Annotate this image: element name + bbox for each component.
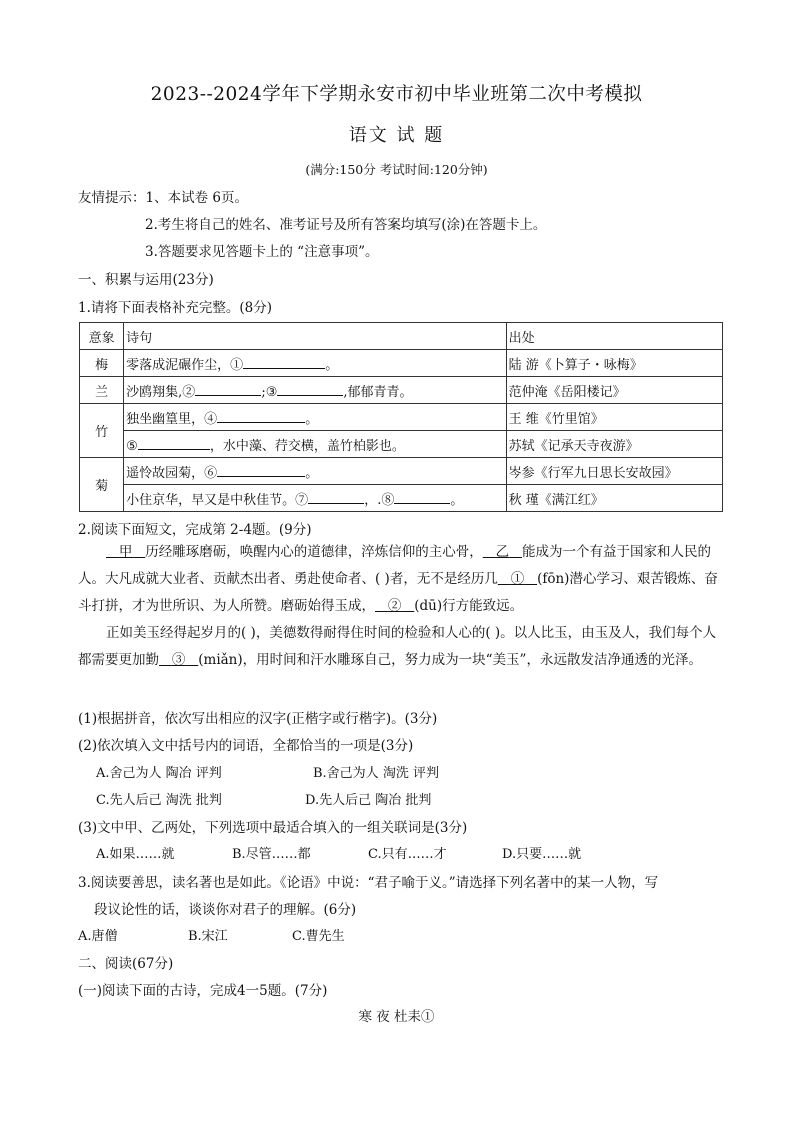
table-row: [80, 377, 723, 404]
row-source: 岑参《行军九日思长安故园》: [506, 458, 722, 485]
header-source: 出处: [506, 323, 722, 350]
table-row: [80, 350, 723, 377]
row-source: 秋 瑾《满江红》: [506, 485, 722, 512]
sub-question-1: (1)根据拼音，依次写出相应的汉字(正楷字或行楷字)。(3分): [78, 711, 438, 727]
answer-blank[interactable]: [243, 355, 325, 369]
tip-line-2: 2.考生将自己的姓名、准考证号及所有答案均填写(涂)在答题卡上。: [145, 217, 547, 233]
option-d: D.先人后己 陶冶 批判: [305, 793, 432, 808]
row-source: 王 维《竹里馆》: [506, 404, 722, 431]
tip-line-3: 3.答题要求见答题卡上的 “注意事项”。: [145, 244, 379, 260]
option-a: A.舍己为人 陶冶 评判: [96, 766, 222, 781]
tip-line-1: 友情提示：1、本试卷 6页。: [78, 190, 248, 206]
section1-heading: 一、积累与运用(23分): [78, 272, 214, 288]
exam-subtitle: 语文 试 题: [348, 125, 445, 146]
header-verse: 诗句: [124, 323, 506, 350]
option-b: B.舍己为人 淘洗 评判: [313, 766, 439, 781]
sub-question-3: (3)文中甲、乙两处，下列选项中最适合填入的一组关联词是(3分): [78, 820, 468, 836]
option-b: B.宋江: [188, 929, 228, 944]
option-d: D.只要……就: [502, 847, 582, 862]
blank-2: ②: [387, 598, 402, 614]
exam-title: 2023--2024学年下学期永安市初中毕业班第二次中考模拟: [150, 84, 643, 105]
row-verse: 独坐幽篁里，④ 。: [124, 404, 506, 431]
score-info: (满分:150分 考试时间:120分钟): [305, 162, 488, 177]
passage-paragraph-2: 正如美玉经得起岁月的( )，美德数得耐得住时间的检验和人心的( )。以人比玉，由玉及人，我们每个人都需要更加勤 ③ (miǎn)，用时间和汗水雕琢自己，努力成为一块“美玉”，永远散发洁净通透的光泽。: [78, 625, 717, 668]
table-header-row: [80, 323, 723, 350]
option-b: B.尽管……都: [232, 847, 311, 862]
option-c: C.曹先生: [292, 929, 345, 944]
answer-blank[interactable]: [217, 409, 305, 423]
table-row: [80, 404, 723, 431]
poetry-table: [79, 322, 723, 512]
option-a: A.唐僧: [78, 929, 118, 944]
question-2-intro: 2.阅读下面短文，完成第 2-4题。(9分): [78, 522, 312, 538]
blank-1: ①: [510, 571, 525, 587]
table-row: [80, 485, 723, 512]
question-1: 1.请将下面表格补充完整。(8分): [78, 300, 273, 316]
section2-sub: (一)阅读下面的古诗，完成4一5题。(7分): [78, 983, 328, 999]
row-image: 竹: [80, 404, 124, 458]
row-verse: 遥怜故园菊，⑥ 。: [124, 458, 506, 485]
row-verse: ⑤ ，水中藻、荇交横，盖竹柏影也。: [124, 431, 506, 458]
row-source: 苏轼《记承天寺夜游》: [506, 431, 722, 458]
question-3-line-2: 段议论性的话，谈谈你对君子的理解。(6分): [94, 902, 357, 918]
blank-jia: 甲: [118, 544, 133, 560]
row-verse: 小住京华，早又是中秋佳节。⑦ ，.⑧ 。: [124, 485, 506, 512]
answer-blank[interactable]: [195, 382, 261, 396]
answer-blank[interactable]: [308, 490, 364, 504]
passage-paragraph-1: 甲 历经雕琢磨砺，唤醒内心的道德律，淬炼信仰的主心骨， 乙 能成为一个有益于国家和人民的人。大凡成就大业者、贡献杰出者、勇赴使命者、( )者，无不是经历几 ① (fōn)潜心学习、艰苦锻炼、奋斗打拼，才为世所识、为人所赞。磨砺始得玉成， ② (dū)行方能致远。: [78, 544, 718, 614]
row-image: 梅: [80, 350, 124, 377]
table-row: [80, 431, 723, 458]
header-image: 意象: [80, 323, 124, 350]
sub-question-2: (2)依次填入文中括号内的词语，全都恰当的一项是(3分): [78, 738, 414, 754]
blank-yi: 乙: [495, 544, 510, 560]
answer-blank[interactable]: [394, 490, 450, 504]
table-row: [80, 458, 723, 485]
row-image: 兰: [80, 377, 124, 404]
answer-blank[interactable]: [277, 382, 343, 396]
option-c: C.只有……才: [368, 847, 447, 862]
row-source: 陆 游《卜算子・咏梅》: [506, 350, 722, 377]
row-verse: 沙鸥翔集,② ;③ ,郁郁青青。: [124, 377, 506, 404]
blank-3: ③: [171, 652, 186, 668]
poem-title: 寒 夜 杜耒①: [358, 1009, 435, 1025]
row-image: 菊: [80, 458, 124, 512]
row-verse: 零落成泥碾作尘，① 。: [124, 350, 506, 377]
question-3-line-1: 3.阅读要善思，读名著也是如此。《论语》中说：“君子喻于义。”请选择下列名著中的某一人物，写: [78, 875, 659, 891]
section2-heading: 二、阅读(67分): [78, 956, 174, 972]
row-source: 范仲淹《岳阳楼记》: [506, 377, 722, 404]
option-a: A.如果……就: [96, 847, 175, 862]
answer-blank[interactable]: [217, 463, 305, 477]
answer-blank[interactable]: [138, 436, 210, 450]
option-c: C.先人后己 淘洗 批判: [96, 793, 222, 808]
